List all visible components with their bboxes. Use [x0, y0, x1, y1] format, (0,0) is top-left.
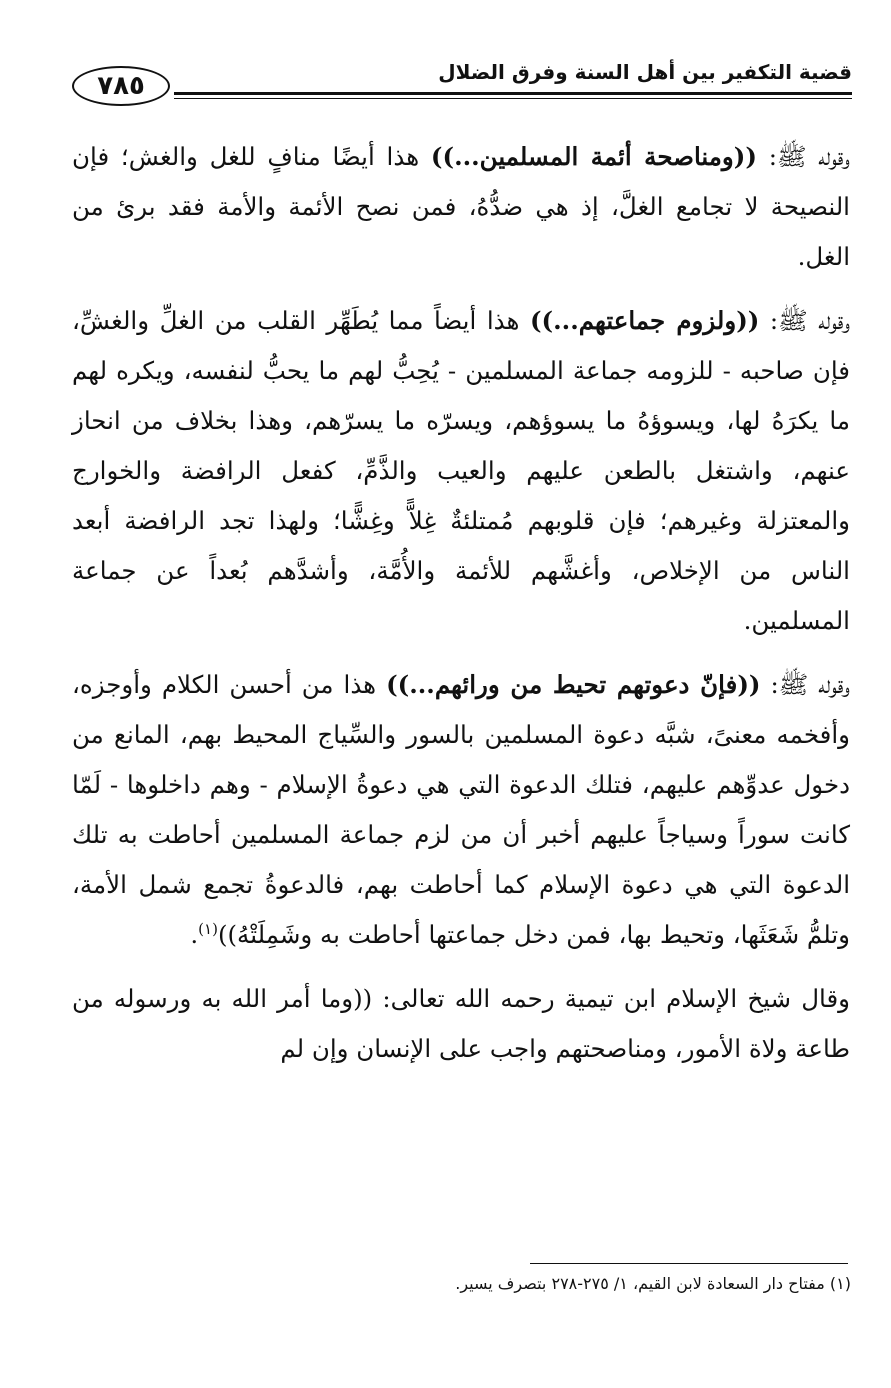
- paragraph-lead: وقوله ﷺ:: [759, 306, 851, 335]
- header-rule: [174, 92, 852, 95]
- paragraph: [72, 974, 850, 1074]
- paragraph: [72, 132, 850, 282]
- page-number: ٧٨٥: [72, 66, 170, 106]
- footnote: (١) مفتاح دار السعادة لابن القيم، ١/ ٢٧٥-٢٧٨ بتصرف يسير.: [455, 1274, 851, 1293]
- hadith-quote: ((ومناصحة أئمة المسلمين...)): [430, 142, 757, 171]
- paragraph-text: هذا من أحسن الكلام وأوجزه، وأفخمه معنىً، شبَّه دعوة المسلمين بالسور والسِّياج المحيط بهم، المانع من دخول عدوِّهم عليهم، فتلك الدعوة التي هي دعوةُ الإسلام - وهم داخلوها - لَمّا كانت سوراً وسياجاً عليهم أخبر أن من لزم جماعة المسلمين أحاطت به تلك الدعوة التي هي دعوة الإسلام كما أحاطت بهم، فالدعوةُ تجمع شمل الأمة، وتلمُّ شَعَثَها، وتحيط بها، فمن دخل جماعتها أحاطت به وشَمِلَتْهُ)): [72, 670, 850, 949]
- paragraph-tail: .: [190, 920, 199, 949]
- paragraph-lead: وقال شيخ الإسلام ابن تيمية رحمه الله تعالى:: [372, 984, 850, 1013]
- footnote-separator: [530, 1263, 848, 1264]
- paragraph-lead: وقوله ﷺ:: [756, 142, 851, 171]
- paragraph-text: هذا أيضًا منافٍ للغل والغش؛ فإن النصيحة لا تجامع الغلَّ، إذ هي ضدُّهُ، فمن نصح الأئمة والأمة فقد برئ من الغل.: [72, 142, 850, 271]
- header-rule-thin: [174, 98, 852, 99]
- paragraph: [72, 296, 850, 646]
- hadith-quote: ((فإنّ دعوتهم تحيط من ورائهم...)): [386, 670, 761, 699]
- paragraph-text: هذا أيضاً مما يُطَهِّر القلب من الغلِّ والغشِّ، فإن صاحبه - للزومه جماعة المسلمين - يُحِبُّ لهم ما يحبُّ لنفسه، ويكره لهم ما يكرَهُ لها، ويسوؤهُ ما يسوؤهم، ويسرّه ما يسرّهم، وهذا بخلاف من انحاز عنهم، واشتغل بالطعن عليهم والعيب والذَّمِّ، كفعل الرافضة والخوارج والمعتزلة وغيرهم؛ فإن قلوبهم مُمتلئةٌ غِلاًّ وغِشًّا؛ ولهذا تجد الرافضة أبعد الناس من الإخلاص، وأغشَّهم للأئمة والأُمَّة، وأشدَّهم بُعداً عن جماعة المسلمين.: [72, 306, 850, 635]
- paragraph-lead: وقوله ﷺ:: [760, 670, 851, 699]
- hadith-quote: ((ولزوم جماعتهم...)): [529, 306, 760, 335]
- main-text: [72, 132, 850, 1088]
- footnote-reference[interactable]: (١): [198, 919, 218, 938]
- paragraph-text: من طاعة ولاة الأمور، ومناصحتهم واجب على الإنسان وإن لم: [72, 984, 850, 1063]
- quote-open: ((وما أمر الله به ورسوله: [113, 984, 373, 1013]
- header-title: قضية التكفير بين أهل السنة وفرق الضلال: [438, 60, 852, 84]
- paragraph: [72, 660, 850, 960]
- running-header: [72, 52, 852, 112]
